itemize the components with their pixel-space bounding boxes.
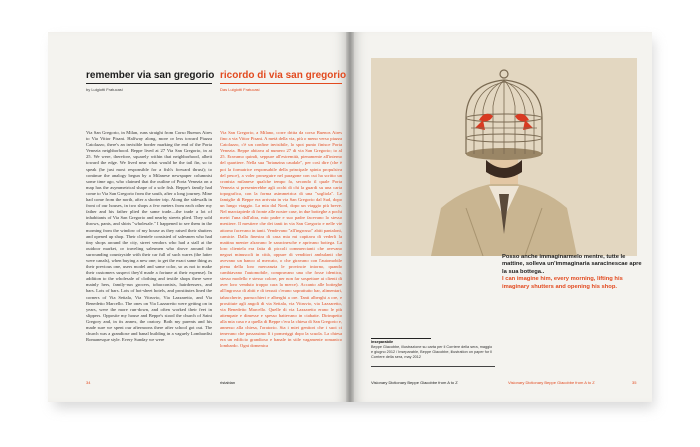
left-page-number: 34: [86, 380, 91, 385]
caption-italian: Posso anche immaginarmelo mentre, tutte le mattine, solleva un'immaginaria saracinescae apre la sua bottega..: [502, 254, 642, 275]
caption-english: I can imagine him, every morning, lifting his imaginary shutters and opening his shop.: [502, 276, 623, 290]
right-footer-label: Visionary Dictionary Beppe Giacobbe from A to Z: [371, 380, 458, 385]
right-page: [350, 32, 652, 402]
title-rule-english: [86, 83, 212, 84]
byline-english: by Luigiotti Fratucasi: [86, 87, 123, 92]
right-page-number: 35: [632, 380, 637, 385]
illustration-svg: [371, 58, 637, 256]
right-footer-label-orange: Visionary Dictionary Beppe Giacobbe from A to Z: [508, 380, 595, 385]
byline-italian: Das Luigiotti Fratucasi: [220, 87, 260, 92]
title-rule-italian: [220, 83, 342, 84]
body-text-italian: Via San Gregorio, a Milano, corre dritta da corso Buenos Aires fino a via Vittor Pisani. A metà della via, più o meno verso piazza Caiolazzo, c'è un confine invisibile, lo spot punto finisce Porta Venezia. Beppe abitava al numero 27 di via San Gregorio; io al 25. Eravamo quindi, seppure all'estremità, pienamente all'interno del quartiere. Nella sua "brianzina caudale", per così dire (che è poi la formatrice responsabile della principale spinta propulsiva del pesce), a voler proseguire nel paragone con cui ha scritto un cronista milanese qualche tempo fa, secondo il quale Porta Venezia si presenterebbe agli occhi di chi la guardi su una carta topografica, con la forma asimmetrica di una "sogliola". Le famiglie di Beppe era arrivata in via San Gregorio dal Sud, dopo un lungo viaggio. La mia dal Nord, dopo un viaggio più breve. Nel marciapiede di fronte alle nostre case, in due botteghe a pochi metri l'una dall'altra, mio padre e suo padre facevano lo stesso mestiere. Il mestiere che dei tanti in via San Gregorio e nelle vie attorno facevano in tanti. Vendevano "all'ingrosso" abiti pantaloni, camicie. Dalla finestra di casa mia mi capitava di vederli la mattina mentre alzavano le saracinesche e aprivano bottega. La loro clientela era fatta di piccoli commercianti che avevano negozi minuscoli in città, oppure di venditori ambulanti che avevano un banco al mercato, o che giravano con l'automobile piena della loro mercanzia le provincie intorno, quando cambiavano l'automobile, compravano una che fosse identica, stesso modello e stesso colore, per non far sospettare ai clienti di aver loro venduto troppo cara la merce). Accanto alle botteghe all'ingrosso di abiti e di tessuti c'erano soprattutto bar, alimentari, tabaccherie, parrucchieri e alberghi a ore. Tanti alberghi a ore, e prostitute agli angoli di via Settala, via Vitruvio, via Lazzaretto, via Benedetto Marcello. Quelle di via Lazzaretto erano le più attempate e dimesse e spesso battevano in ciabatte. Dirimpetto alla mia casa e a quella di Beppe c'era la chiesa di San Gregorio e, annesso alla chiesa, l'oratorio. Sia i miei genitori che i suoi ci tenevano che passassimo lì i pomeriggi dopo la scuola. La chiesa era un edificio grandioso e banale in stile vagamente romanico lombardo. Ogni domenica: [220, 130, 342, 349]
credit-title: Inseparabile: [371, 340, 394, 344]
illustration-credit: [371, 340, 495, 360]
left-footer-label: ristabian: [220, 380, 236, 385]
open-book: [48, 32, 652, 402]
title-english: remember via san gregorio: [86, 70, 215, 81]
credit-bottom-rule: [371, 366, 495, 367]
body-text-english: Via San Gregorio, in Milan, runs straight from Corso Buenos Aires to Via Vittor Pisani. Halfway along, more or less toward Piazza Caiolazzo, there's an invisible border marking the end of the Porta Venezia neighborhood. Beppe lived at 27 Via San Gregorio, in at 25. We were, therefore, squarely within that neighborhood, albeit toward the edge. We lived near what would be the tail fin, so to speak (he just most responsible for a fish's forward thrust); to continue the analogy begun by a Milanese newspaper columnist some time ago, who claimed that the outline of Porta Venezia on a map has the asymmetrical shape of a sole fish. Beppe's family had come to Via San Gregorio from the south, after a long journey. Mine had come from the north, after a shorter trip. Along the sidewalk in front of our houses, in two shops a few meters from each other my father and his father plied the same trade—the trade a lot of inhabitants of Via San Gregorio and nearby streets plied. They sold throws, pants, and shirts "wholesale." I happened to see them in the morning from the window of my house as they raised their shutters and opened up shop. Their clientele consisted of salesmen who had tiny shops around the city, street vendors who had a stall at the outdoor market, or traveling salesmen who drove around the surrounding countryside with their car full of such wares (the latter were canals), when buying a new one; to get the exact same thing as their previous one, users model and same color, so as not to make their customers suspect they'd made a fortune at their expense). In addition to the wholesale of clothing and textile shops there were mainly hers, family-run grocers, tobacconists, hairdressers, and bars. Lots of bars. Lots of hot-sheet hotels, and prostitutes lined the corners of Via Settala, Via Vitruvio, Via Lazzaretto, and Via Benedetto Marcello. The ones on Via Lazzaretto were getting on in years, were the more run-down, and often worked their feet in slippers. Opposite my house and Beppe's stood the church of Saint Gregory and, in its annex, the oratory. Both my parents and his made sure we spent our afternoons there after school got out. The church was a grandiose and banal building in a vaguely Lombardist Romanesque style. Every Sunday we were: [86, 130, 212, 343]
title-italian: ricordo di via san gregorio: [220, 70, 347, 81]
illustration-caption: [502, 254, 642, 291]
credit-text: Beppe Giacobbe, illustrazione su carta per il Corriere della sera, maggio e giugno 2012 / Inseparable, Beppe Giacobbe, illustration on paper for Il Corriere della sera, may 2012: [371, 345, 493, 359]
book-gutter: [346, 32, 354, 402]
credit-rule: [371, 338, 431, 339]
illustration-man-birdcage: [371, 58, 637, 256]
left-page: [48, 32, 350, 402]
